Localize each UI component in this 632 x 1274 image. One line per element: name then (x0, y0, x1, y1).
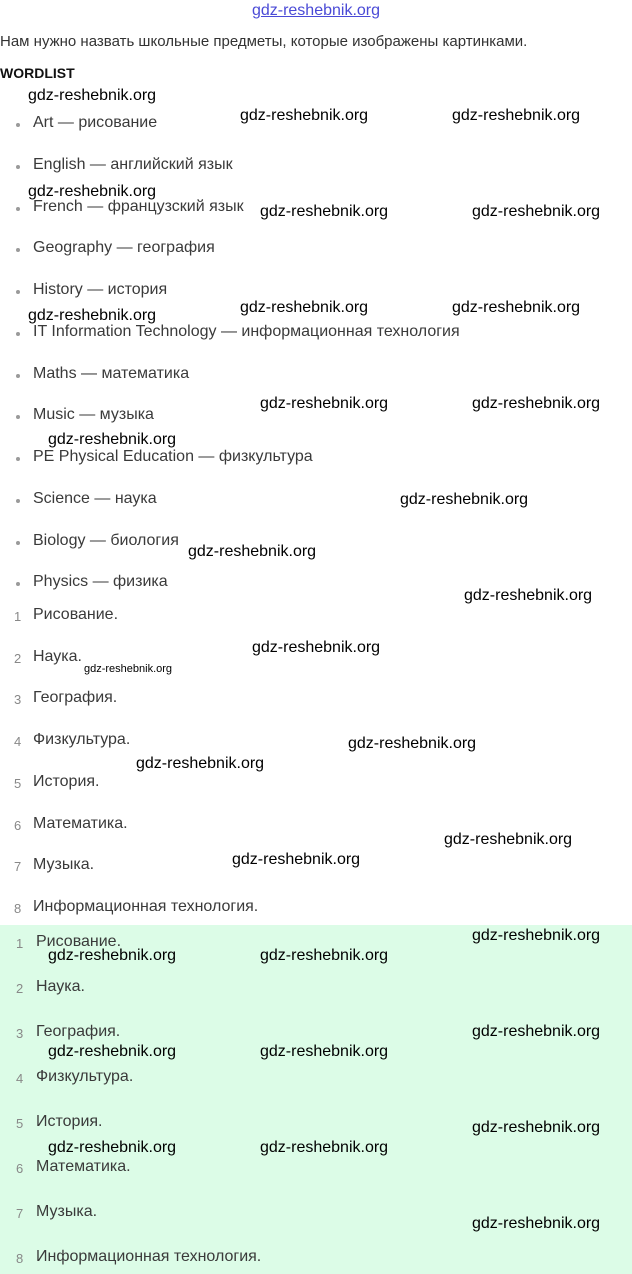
wordlist-heading: WORDLIST (0, 65, 75, 81)
bullet-icon (16, 123, 20, 127)
watermark: gdz-reshebnik.org (260, 1043, 389, 1060)
watermark: gdz-reshebnik.org (252, 639, 381, 656)
bullet-icon (16, 290, 20, 294)
watermark: gdz-reshebnik.org (452, 299, 581, 316)
watermark: gdz-reshebnik.org (48, 431, 177, 448)
watermark: gdz-reshebnik.org (28, 183, 157, 200)
watermark: gdz-reshebnik.org (472, 927, 601, 944)
watermark: gdz-reshebnik.org (84, 663, 173, 675)
watermark: gdz-reshebnik.org (260, 203, 389, 220)
watermark: gdz-reshebnik.org (472, 1215, 601, 1232)
bullet-icon (16, 415, 20, 419)
bullet-icon (16, 499, 20, 503)
watermark: gdz-reshebnik.org (400, 491, 529, 508)
watermark: gdz-reshebnik.org (472, 203, 601, 220)
bullet-icon (16, 374, 20, 378)
watermark: gdz-reshebnik.org (464, 587, 593, 604)
watermark: gdz-reshebnik.org (260, 395, 389, 412)
site-link[interactable]: gdz-reshebnik.org (251, 2, 381, 19)
watermark: gdz-reshebnik.org (472, 1119, 601, 1136)
watermark: gdz-reshebnik.org (232, 851, 361, 868)
watermark: gdz-reshebnik.org (472, 1023, 601, 1040)
watermark: gdz-reshebnik.org (48, 947, 177, 964)
watermark: gdz-reshebnik.org (260, 947, 389, 964)
bullet-icon (16, 582, 20, 586)
watermark: gdz-reshebnik.org (444, 831, 573, 848)
watermark: gdz-reshebnik.org (188, 543, 317, 560)
answer-block: 1 Рисование. 2 Наука. 3 География. 4 Физкультура. 5 История. 6 Математика. 7 Музыка. 8 Информационная технология. (0, 925, 632, 1274)
watermark: gdz-reshebnik.org (472, 395, 601, 412)
watermark: gdz-reshebnik.org (48, 1043, 177, 1060)
watermark: gdz-reshebnik.org (348, 735, 477, 752)
watermark: gdz-reshebnik.org (48, 1139, 177, 1156)
watermark: gdz-reshebnik.org (240, 299, 369, 316)
bullet-icon (16, 248, 20, 252)
watermark: gdz-reshebnik.org (28, 87, 157, 104)
watermark: gdz-reshebnik.org (240, 107, 369, 124)
bullet-icon (16, 541, 20, 545)
watermark: gdz-reshebnik.org (136, 755, 265, 772)
bullet-icon (16, 165, 20, 169)
bullet-icon (16, 332, 20, 336)
watermark: gdz-reshebnik.org (28, 307, 157, 324)
watermark: gdz-reshebnik.org (260, 1139, 389, 1156)
bullet-icon (16, 207, 20, 211)
watermark: gdz-reshebnik.org (452, 107, 581, 124)
intro-text: Нам нужно назвать школьные предметы, которые изображены картинками. (0, 33, 528, 50)
bullet-icon (16, 457, 20, 461)
